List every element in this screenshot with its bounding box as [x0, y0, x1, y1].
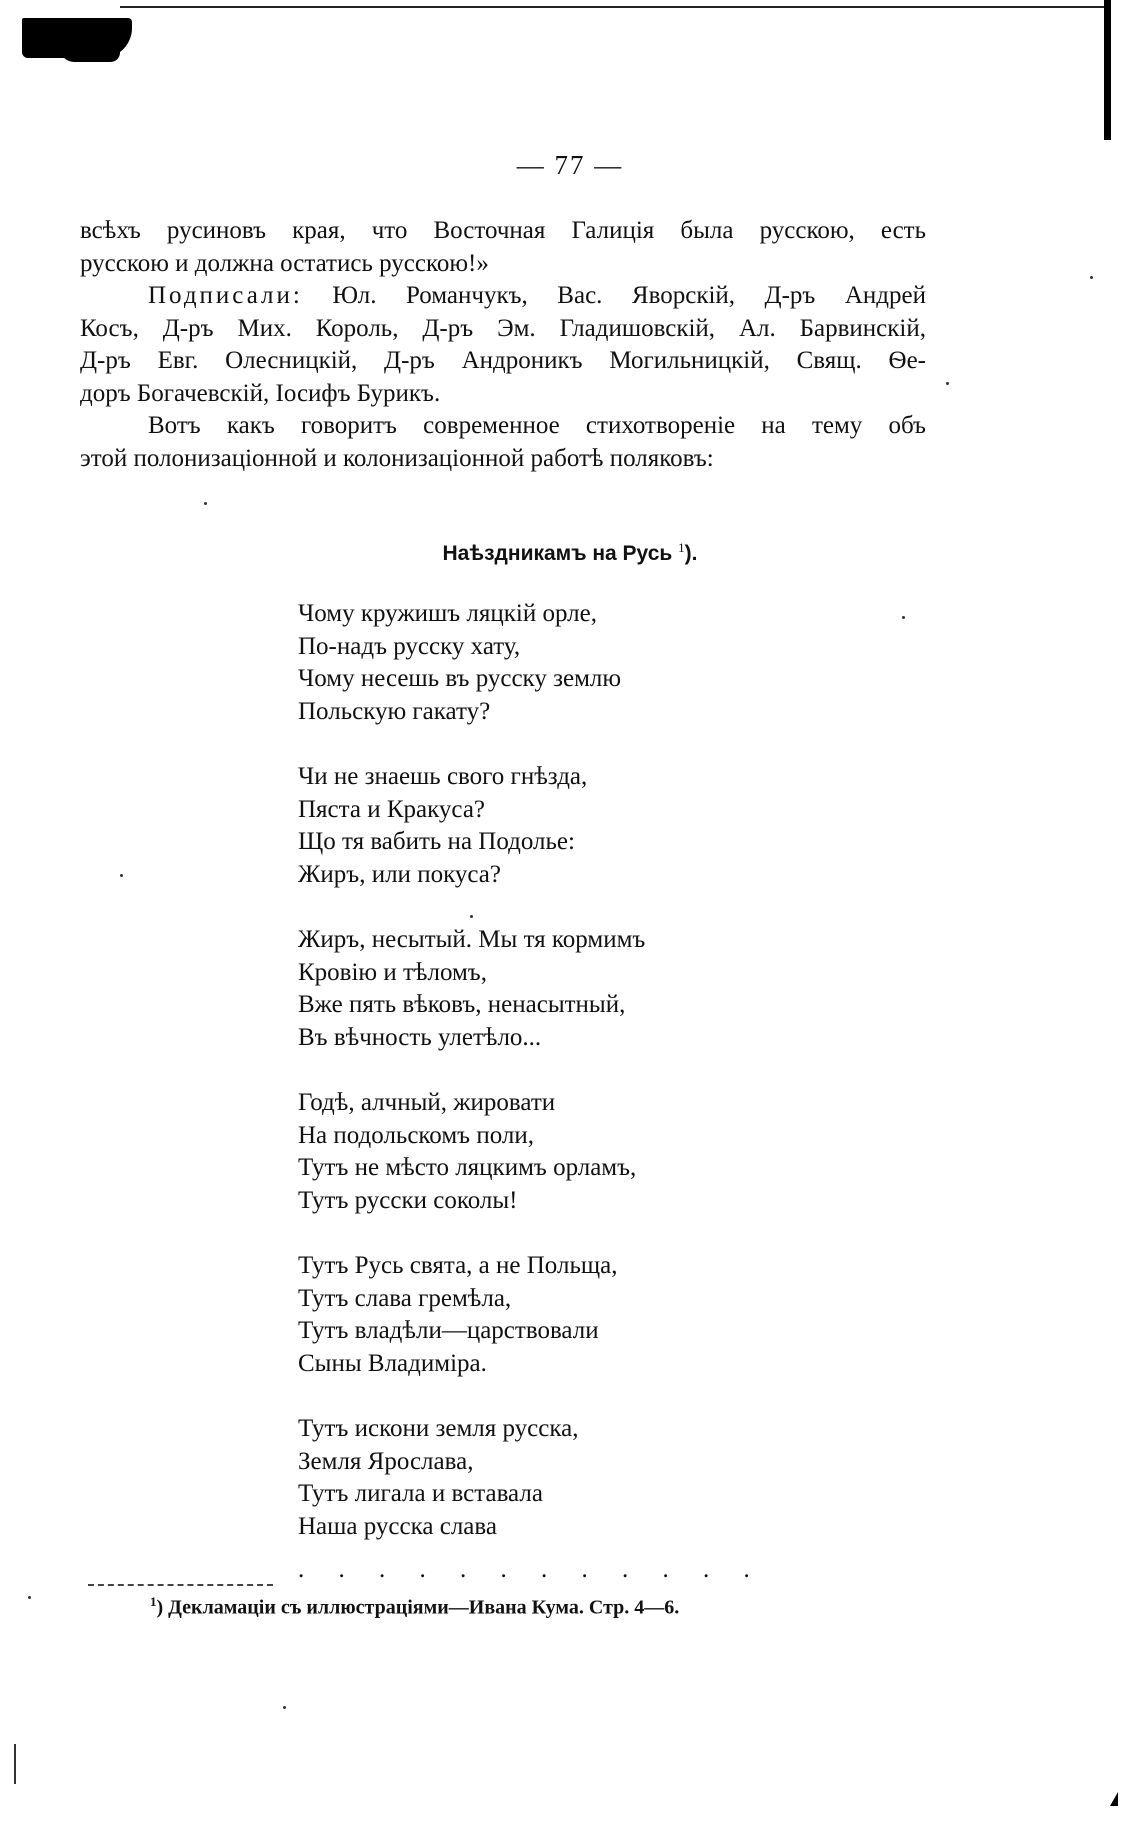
- scan-speck: [946, 382, 949, 385]
- scan-speck: [1090, 276, 1093, 279]
- poem-title-end: ).: [684, 542, 698, 565]
- prose-line: этой полонизаціонной и колонизаціонной работѣ поляковъ:: [80, 444, 714, 472]
- poem-title-text: Наѣздникамъ на Русь: [442, 542, 673, 565]
- scan-edge-mark: [14, 1744, 16, 1784]
- poem-stanza: [298, 598, 858, 728]
- poem-line: Польскую гакату?: [298, 697, 491, 725]
- poem-line: На подольскомъ поли,: [298, 1121, 534, 1149]
- footnote-text: ) Декламаціи съ иллюстраціями—Ивана Кума. Стр. 4—6.: [156, 1596, 680, 1619]
- poem-stanza: [298, 761, 858, 891]
- poem-line: Тутъ лигала и вставала: [298, 1480, 543, 1507]
- prose-line: Вотъ какъ говоритъ современное стихотвореніе на тему объ: [148, 412, 926, 439]
- poem-line: Годѣ, алчный, жировати: [298, 1089, 556, 1116]
- scan-speck: [283, 1706, 286, 1709]
- poem-line: Въ вѣчность улетѣло...: [298, 1023, 542, 1051]
- scan-edge-line: [120, 6, 1104, 8]
- poem-ellipsis: . . . . . . . . . . . .: [298, 1556, 764, 1583]
- poem-line: По-надъ русску хату,: [298, 632, 521, 660]
- poem-stanza: [298, 1250, 858, 1380]
- poem-stanza: [298, 1413, 858, 1543]
- poem-line: Тутъ слава гремѣла,: [298, 1284, 512, 1312]
- poem-line: Кровію и тѣломъ,: [298, 958, 487, 986]
- scan-corner-mark: [1110, 1792, 1118, 1806]
- scan-edge-bar: [1104, 0, 1111, 140]
- prose-line: Д-ръ Евг. Олесницкій, Д-ръ Андроникъ Могильницкій, Свящ. Ѳе-: [80, 347, 926, 374]
- poem-line: Тутъ не мѣсто ляцкимъ орламъ,: [298, 1154, 637, 1181]
- prose-line: доръ Богачевскій, Іосифъ Бурикъ.: [80, 379, 441, 407]
- signatories-names: Юл. Романчукъ, Вас. Яворскій, Д-ръ Андрей: [302, 282, 926, 309]
- page-number: — 77 —: [516, 150, 624, 180]
- scan-speck: [28, 1596, 31, 1599]
- scan-speck: [120, 874, 123, 877]
- poem-line: Тутъ искони земля русска,: [298, 1415, 579, 1442]
- signatories-label: Подписали:: [148, 282, 303, 309]
- prose-line: всѣхъ русиновъ края, что Восточная Галиція была русскою, есть: [80, 217, 926, 244]
- prose-block: [80, 215, 926, 475]
- poem-line: Тутъ русски соколы!: [298, 1186, 518, 1214]
- poem-stanza: [298, 1087, 858, 1217]
- poem-title: [0, 540, 1140, 566]
- footnote-mark: 1: [150, 1594, 157, 1609]
- poem-line: Чому кружишъ ляцкій орле,: [298, 600, 597, 627]
- poem-line: Чому несешь въ русску землю: [298, 665, 622, 692]
- footnote-reference: 1: [678, 540, 685, 555]
- poem-stanza: [298, 924, 858, 1054]
- scan-speck: [204, 502, 207, 505]
- scan-ink-blot: [60, 48, 120, 62]
- poem-line: Жиръ, несытый. Мы тя кормимъ: [298, 926, 646, 953]
- prose-line: Косъ, Д-ръ Мих. Король, Д-ръ Эм. Гладишовскій, Ал. Барвинскій,: [80, 314, 926, 342]
- poem-line: Що тя вабить на Подолье:: [298, 828, 575, 855]
- poem-line: Жиръ, или покуса?: [298, 860, 501, 888]
- poem-line: Чи не знаешь свого гнѣзда,: [298, 763, 588, 790]
- prose-line: [80, 280, 926, 313]
- poem-line: Наша русска слава: [298, 1512, 497, 1540]
- poem-line: Пяста и Кракуса?: [298, 795, 486, 823]
- footnote: [150, 1594, 950, 1620]
- poem-line: Тутъ Русь свята, а не Польща,: [298, 1252, 618, 1279]
- poem: [298, 598, 858, 1576]
- prose-line: русскою и должна остатись русскою!»: [80, 249, 489, 277]
- footnote-rule: [88, 1584, 273, 1586]
- poem-line: Вже пять вѣковъ, ненасытный,: [298, 991, 626, 1018]
- poem-line: Тутъ владѣли—царствовали: [298, 1317, 599, 1344]
- scan-speck: [902, 616, 905, 619]
- poem-line: Земля Ярослава,: [298, 1447, 474, 1475]
- poem-line: Сыны Владиміра.: [298, 1349, 487, 1377]
